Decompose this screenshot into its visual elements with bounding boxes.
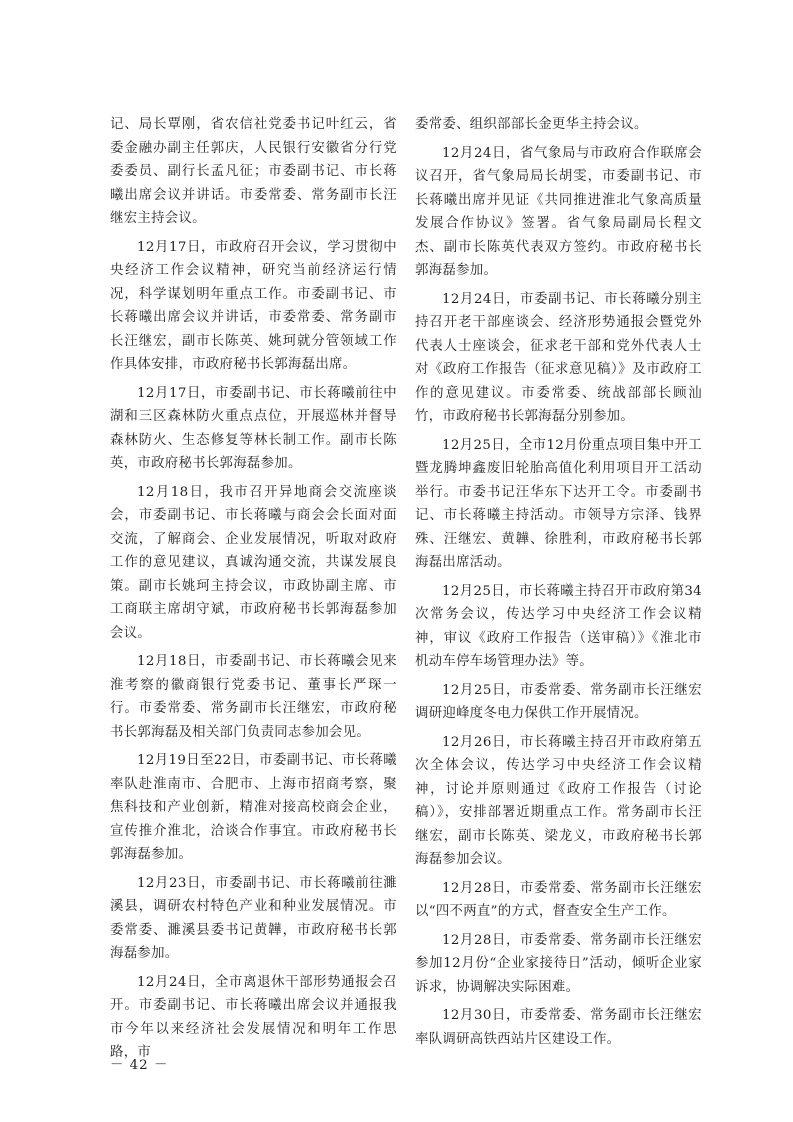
paragraph: 委常委、组织部部长金更华主持会议。 xyxy=(415,117,648,132)
paragraph: 12月23日，市委副书记、市长蒋曦前往濉溪县，调研农村特色产业和种业发展情况。市委常委、濉溪县委书记黄韡，市政府秘书长郭海磊参加。 xyxy=(110,875,397,961)
paragraph: 12月25日，全市12月份重点项目集中开工暨龙腾坤鑫废旧轮胎高值化利用项目开工活动举行。市委书记汪华东下达开工令。市委副书记、市长蒋曦主持活动。市领导方宗泽、钱界殊、汪继宏、黄韡、徐胜利，市政府秘书长郭海磊出席活动。 xyxy=(415,437,702,570)
paragraph: 12月18日，市委副书记、市长蒋曦会见来淮考察的徽商银行党委书记、董事长严琛一行。市委常委、常务副市长汪继宏，市政府秘书长郭海磊及相关部门负责同志参加会见。 xyxy=(110,654,397,740)
paragraph: 12月17日，市政府召开会议，学习贯彻中央经济工作会议精神，研究当前经济运行情况，科学谋划明年重点工作。市委副书记、市长蒋曦出席会议并讲话，市委常委、常务副市长汪继宏，副市长陈英、姚珂就分管领域工作作具体安排，市政府秘书长郭海磊出席。 xyxy=(110,239,397,372)
paragraph: 12月24日，省气象局与市政府合作联席会议召开，省气象局局长胡雯，市委副书记、市长蒋曦出席并见证《共同推进淮北气象高质量发展合作协议》签署。省气象局副局长程文杰、副市长陈英代表双方签约。市政府秘书长郭海磊参加。 xyxy=(415,145,702,278)
paragraph: 12月30日，市委常委、常务副市长汪继宏率队调研高铁西站片区建设工作。 xyxy=(415,1008,702,1047)
paragraph: 12月28日，市委常委、常务副市长汪继宏参加12月份“企业家接待日”活动，倾听企业家诉求，协调解决实际困难。 xyxy=(415,932,702,995)
right-column xyxy=(415,113,702,1051)
paragraph: 12月25日，市委常委、常务副市长汪继宏调研迎峰度冬电力保供工作开展情况。 xyxy=(415,682,702,721)
paragraph: 12月17日，市委副书记、市长蒋曦前往中湖和三区森林防火重点点位，开展巡林并督导森林防火、生态修复等林长制工作。副市长陈英，市政府秘书长郭海磊参加。 xyxy=(110,385,397,471)
page-number: － 42 － xyxy=(110,1058,169,1073)
paragraph: 12月26日，市长蒋曦主持召开市政府第五次全体会议，传达学习中央经济工作会议精神，讨论并原则通过《政府工作报告（讨论稿）》，安排部署近期重点工作。常务副市长汪继宏，副市长陈英、梁龙义，市政府秘书长郭海磊参加会议。 xyxy=(415,734,702,867)
paragraph: 12月18日，我市召开异地商会交流座谈会，市委副书记、市长蒋曦与商会会长面对面交流，了解商会、企业发展情况，听取对政府工作的意见建议，真诚沟通交流，共谋发展良策。副市长姚珂主持会议，市政协副主席、市工商联主席胡守斌，市政府秘书长郭海磊参加会议。 xyxy=(110,484,397,641)
left-column xyxy=(110,113,397,1065)
paragraph: 12月19日至22日，市委副书记、市长蒋曦率队赴淮南市、合肥市、上海市招商考察，聚焦科技和产业创新，精准对接高校商会企业，宣传推介淮北，洽谈合作事宜。市政府秘书长郭海磊参加。 xyxy=(110,753,397,862)
paragraph: 12月24日，市委副书记、市长蒋曦分别主持召开老干部座谈会、经济形势通报会暨党外代表人士座谈会，征求老干部和党外代表人士对《政府工作报告（征求意见稿）》及市政府工作的意见建议。市委常委、统战部部长顾汕竹，市政府秘书长郭海磊分别参加。 xyxy=(415,291,702,424)
paragraph: 记、局长覃刚，省农信社党委书记叶红云，省委金融办副主任郭庆，人民银行安徽省分行党委委员、副行长孟凡征；市委副书记、市长蒋曦出席会议并讲话。市委常委、常务副市长汪继宏主持会议。 xyxy=(110,117,397,226)
paragraph: 12月25日，市长蒋曦主持召开市政府第34次常务会议，传达学习中央经济工作会议精神，审议《政府工作报告（送审稿）》《淮北市机动车停车场管理办法》等。 xyxy=(415,583,702,669)
paragraph: 12月28日，市委常委、常务副市长汪继宏以“四不两直”的方式，督查安全生产工作。 xyxy=(415,880,702,919)
paragraph: 12月24日，全市离退休干部形势通报会召开。市委副书记、市长蒋曦出席会议并通报我市今年以来经济社会发展情况和明年工作思路，市 xyxy=(110,974,397,1060)
